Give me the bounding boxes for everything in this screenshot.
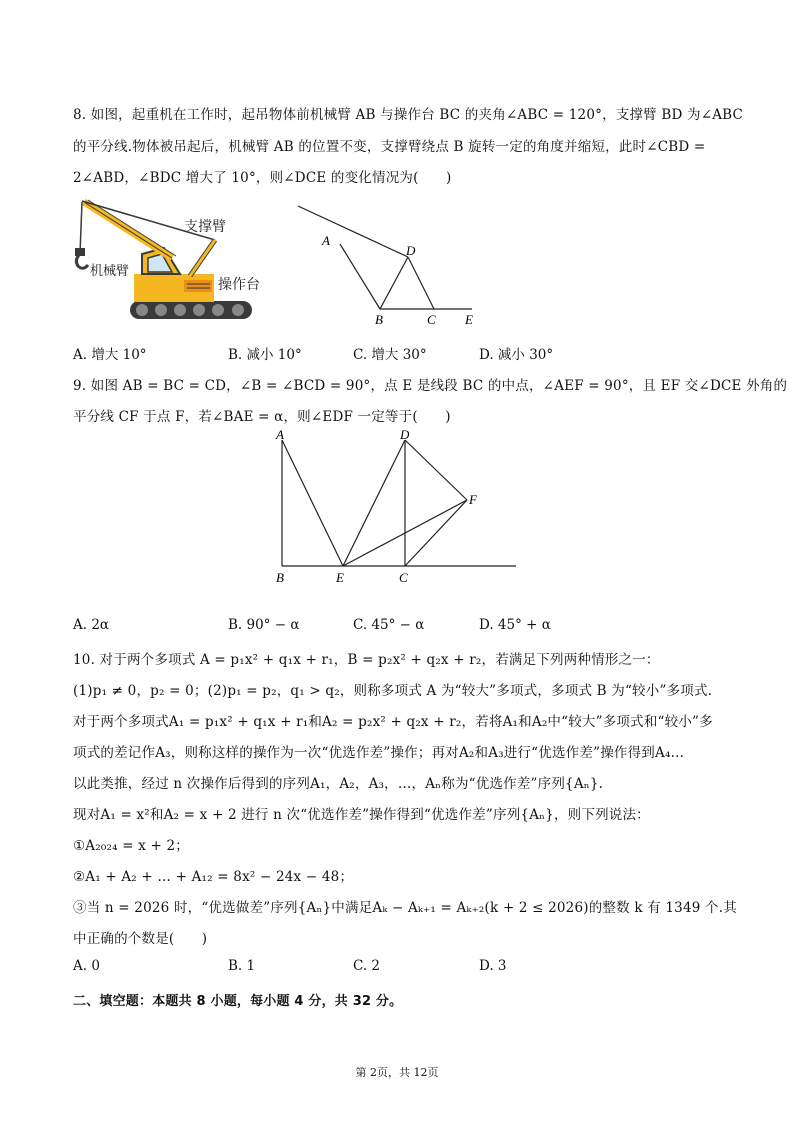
crane-label-mech-arm: 机械臂 <box>90 263 130 278</box>
q9-label-B: B <box>276 570 284 584</box>
q10-option-a: A. 0 <box>73 958 100 974</box>
crane-label-support-arm: 支撑臂 <box>184 220 226 235</box>
q8-label-B: B <box>375 312 383 327</box>
q10-line6: 现对A₁ = x²和A₂ = x + 2 进行 n 次“优选作差”操作得到“优选作差”序列{Aₙ}，则下列说法： <box>73 807 650 823</box>
q10-statement-2: ②A₁ + A₂ + … + A₁₂ = 8x² − 24x − 48； <box>73 869 354 885</box>
q8-option-a: A. 增大 10° <box>73 347 147 363</box>
q9-label-D: D <box>400 427 410 442</box>
q10-line10: 中正确的个数是( ) <box>73 931 208 947</box>
q8-label-D: D <box>406 243 416 258</box>
q9-label-E: E <box>336 570 344 584</box>
q8-line1: 8. 如图，起重机在工作时，起吊物体前机械臂 AB 与操作台 BC 的夹角∠ABC = 120°，支撑臂 BD 为∠ABC <box>73 107 744 123</box>
q10-line3: 对于两个多项式A₁ = p₁x² + q₁x + r₁和A₂ = p₂x² + q₂x + r₂，若将A₁和A₂中“较大”多项式和“较小”多 <box>73 714 713 730</box>
crane-hook <box>76 254 88 268</box>
q10-option-b: B. 1 <box>228 958 256 974</box>
q10-line4: 项式的差记作A₃，则称这样的操作为一次“优选作差”操作；再对A₂和A₃进行“优选作差”操作得到A₄… <box>73 745 685 761</box>
q9-option-b: B. 90° − α <box>228 617 300 633</box>
q10-line2: (1)p₁ ≠ 0，p₂ = 0；(2)p₁ = p₂，q₁ > q₂，则称多项式 A 为“较大”多项式，多项式 B 为“较小”多项式. <box>73 683 713 699</box>
q8-option-d: D. 减小 30° <box>479 347 554 363</box>
q9-geometry-figure <box>270 424 530 584</box>
q9-line1: 9. 如图 AB = BC = CD，∠B = ∠BCD = 90°，点 E 是线段 BC 的中点，∠AEF = 90°，且 EF 交∠DCE 外角的 <box>73 378 788 394</box>
q8-label-C: C <box>427 312 436 327</box>
q8-line2: 的平分线.物体被吊起后，机械臂 AB 的位置不变，支撑臂绕点 B 旋转一定的角度并缩短，此时∠CBD = <box>73 139 706 155</box>
q10-line5: 以此类推，经过 n 次操作后得到的序列A₁，A₂，A₃，…，Aₙ称为“优选作差”序列{Aₙ}. <box>73 776 604 792</box>
q10-option-d: D. 3 <box>479 958 507 974</box>
q9-option-a: A. 2α <box>73 617 110 633</box>
q10-statement-1: ①A₂₀₂₄ = x + 2； <box>73 838 189 854</box>
q8-option-b: B. 减小 10° <box>228 347 302 363</box>
q8-line3: 2∠ABD，∠BDC 增大了 10°，则∠DCE 的变化情况为( ) <box>73 170 452 186</box>
section-2-heading: 二、填空题：本题共 8 小题，每小题 4 分，共 32 分。 <box>73 994 403 1009</box>
crane-label-platform: 操作台 <box>218 278 260 293</box>
q10-option-c: C. 2 <box>353 958 381 974</box>
crane-illustration <box>72 196 272 324</box>
q10-statement-3: ③当 n = 2026 时，“优选做差”序列{Aₙ}中满足Aₖ − Aₖ₊₁ = Aₖ₊₂(k + 2 ≤ 2026)的整数 k 有 1349 个.其 <box>73 900 737 916</box>
q8-option-c: C. 增大 30° <box>353 347 427 363</box>
page-footer: 第 2页，共 12页 <box>355 1066 439 1079</box>
q9-option-c: C. 45° − α <box>353 617 425 633</box>
q9-label-F: F <box>469 492 477 507</box>
q8-label-A: A <box>322 233 330 248</box>
q8-label-E: E <box>465 312 473 327</box>
q9-label-A: A <box>276 427 284 442</box>
q8-geometry-figure <box>290 200 490 328</box>
q9-label-C: C <box>399 570 408 584</box>
q10-line1: 10. 对于两个多项式 A = p₁x² + q₁x + r₁，B = p₂x² + q₂x + r₂，若满足下列两种情形之一： <box>73 652 660 668</box>
q9-option-d: D. 45° + α <box>479 617 551 633</box>
q9-line2: 平分线 CF 于点 F，若∠BAE = α，则∠EDF 一定等于( ) <box>73 409 451 425</box>
